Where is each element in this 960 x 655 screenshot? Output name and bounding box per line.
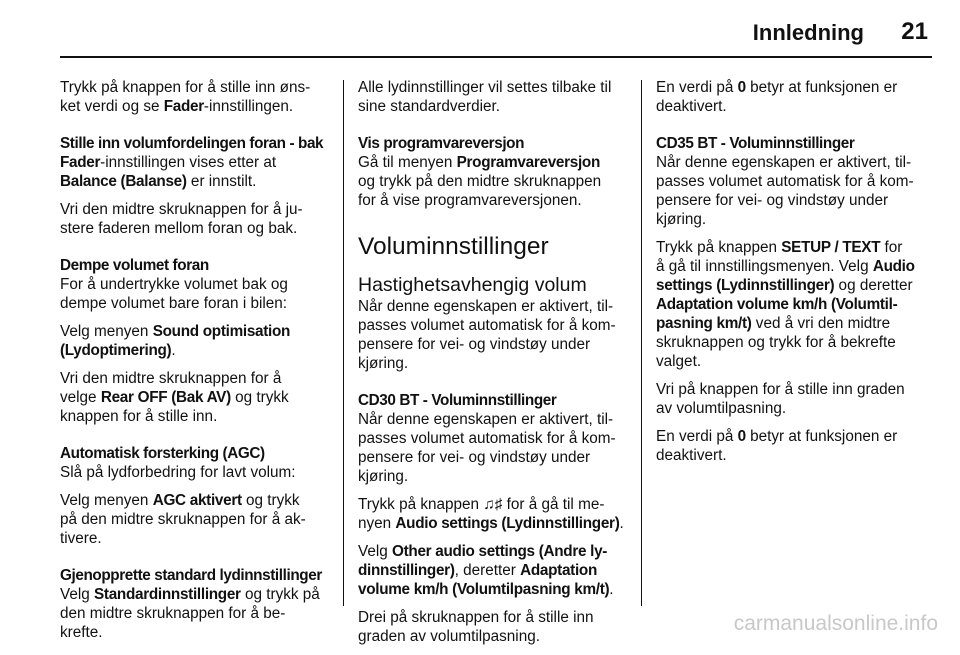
paragraph: Vri den midtre skruknappen for å velge Rear OFF (Bak AV) og trykk knappen for å stille inn. <box>60 370 289 425</box>
paragraph: Alle lydinnstillinger vil settes tilbake til sine standardverdier. <box>358 79 612 115</box>
paragraph: Vri den midtre skruknappen for å ju- stere faderen mellom foran og bak. <box>60 201 303 237</box>
paragraph: Drei på skruknappen for å stille inn graden av volumtilpasning. <box>358 609 594 645</box>
paragraph: For å undertrykke volumet bak og dempe volumet bare foran i bilen: <box>60 276 288 312</box>
section-agc <box>60 444 325 548</box>
intro-paragraph: Trykk på knappen for å stille inn øns- ket verdi og se Fader-innstillingen. <box>60 79 311 115</box>
section-heading: Vis programvareversjon <box>358 135 525 152</box>
chapter-heading: Voluminnstillinger <box>358 233 549 260</box>
subchapter-heading: Hastighetsavhengig volum <box>358 274 587 296</box>
paragraph: Fader-innstillingen vises etter at Balance (Balanse) er innstilt. <box>60 154 277 190</box>
section-heading: CD35 BT - Voluminnstillinger <box>656 135 855 152</box>
section-heading: Dempe volumet foran <box>60 257 209 274</box>
paragraph: Gå til menyen Programvareversjon og trykk på den midtre skruknappen for å vise programvareversjonen. <box>358 154 602 209</box>
page-number: 21 <box>901 18 928 45</box>
section-cd35-volume <box>656 134 928 465</box>
paragraph: Når denne egenskapen er aktivert, til- passes volumet automatisk for å kom- pensere for vei- og vindstøy under kjøring. <box>358 298 616 372</box>
section-heading: CD30 BT - Voluminnstillinger <box>358 392 557 409</box>
paragraph: Slå på lydforbedring for lavt volum: <box>60 464 296 481</box>
column-divider-left <box>343 80 344 606</box>
section-heading: Automatisk forsterking (AGC) <box>60 445 265 462</box>
paragraph: Velg menyen AGC aktivert og trykk på den midtre skruknappen for å ak- tivere. <box>60 492 306 547</box>
section-heading: Gjenopprette standard lydinnstillinger <box>60 567 322 584</box>
page-header <box>60 12 932 58</box>
section-dampen-front <box>60 256 325 426</box>
column-left <box>60 78 325 651</box>
paragraph: En verdi på 0 betyr at funksjonen er deaktivert. <box>656 79 898 115</box>
column-right <box>656 78 928 474</box>
section-restore-defaults <box>60 566 325 642</box>
paragraph: Velg menyen Sound optimisation (Lydoptimering). <box>60 323 291 359</box>
paragraph: Når denne egenskapen er aktivert, til- passes volumet automatisk for å kom- pensere for vei- og vindstøy under kjøring. <box>656 154 914 228</box>
paragraph: Trykk på knappen ♫♯ for å gå til me- nyen Audio settings (Lydinnstillinger). <box>358 496 624 532</box>
paragraph: Trykk på knappen SETUP / TEXT for å gå til innstillingsmenyen. Velg Audio settings (Lydinnstillinger) og deretter Adaptation volume km/h (Volumtil- pasning km/t) ved å vri den midtre skruknappen og trykk for å bekrefte valget. <box>656 239 915 370</box>
paragraph: Vri på knappen for å stille inn graden av volumtilpasning. <box>656 381 905 417</box>
column-middle <box>358 78 626 655</box>
paragraph: En verdi på 0 betyr at funksjonen er deaktivert. <box>656 428 898 464</box>
watermark: carmanualsonline.info <box>733 612 938 635</box>
section-heading: Stille inn volumfordelingen foran - bak <box>60 135 324 152</box>
column-divider-right <box>641 80 642 606</box>
page-title: Innledning <box>752 20 864 45</box>
paragraph: Velg Standardinnstillinger og trykk på den midtre skruknappen for å be- krefte. <box>60 586 320 641</box>
section-volume-distribution <box>60 134 325 238</box>
section-software-version <box>358 134 626 210</box>
music-settings-icon: ♫♯ <box>483 496 503 513</box>
paragraph: Når denne egenskapen er aktivert, til- passes volumet automatisk for å kom- pensere for vei- og vindstøy under kjøring. <box>358 411 616 485</box>
section-cd30-volume <box>358 391 626 646</box>
paragraph: Velg Other audio settings (Andre ly- dinnstillinger), deretter Adaptation volume km/h (Volumtilpasning km/t). <box>358 543 614 598</box>
